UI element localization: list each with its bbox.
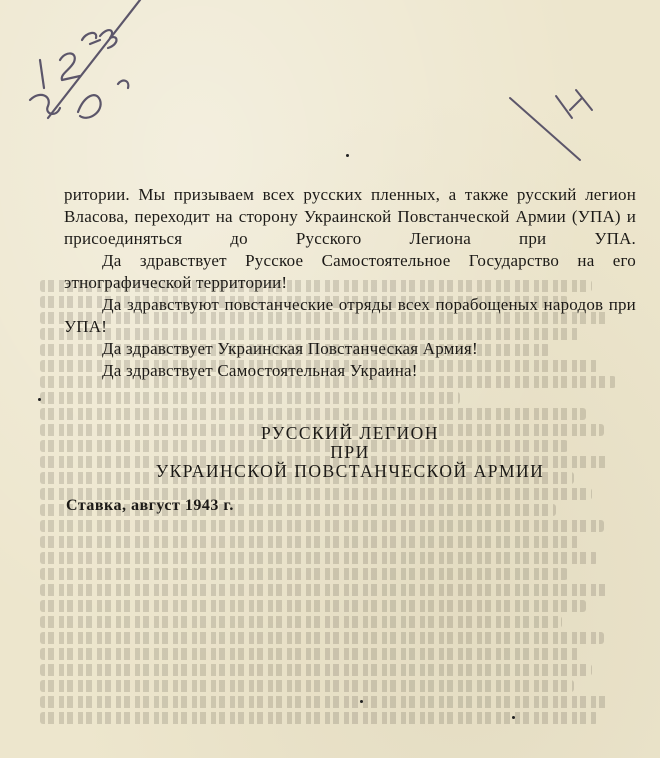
- handwritten-number-top-left: [30, 0, 140, 118]
- body-text: [64, 184, 636, 382]
- signature-line: РУССКИЙ ЛЕГИОН: [261, 423, 439, 443]
- ink-speck: [346, 154, 349, 157]
- paragraph: Да здравствует Украинская Повстанческая Армия!: [102, 339, 478, 358]
- paragraph: Да здравствуют повстанческие отряды всех порабощеных народов при УПА!: [64, 295, 636, 336]
- ink-speck: [512, 716, 515, 719]
- handwritten-mark-top-right: [510, 90, 592, 160]
- signature-block: [64, 424, 636, 481]
- signature-line: УКРАИНСКОЙ ПОВСТАНЧЕСКОЙ АРМИИ: [155, 461, 545, 481]
- paragraph: Да здравствует Самостоятельная Украина!: [102, 361, 418, 380]
- pencil-annotations: [0, 0, 660, 190]
- paragraph: ритории. Мы призываем всех русских пленных, а также русский легион Власова, переходит на сторону Украинской Повстанческой Армии (УПА) и присоединяться до Русского Легиона при УПА.: [64, 185, 636, 248]
- ink-speck: [360, 700, 363, 703]
- place-and-date: Ставка, август 1943 г.: [66, 497, 234, 514]
- ink-speck: [38, 398, 41, 401]
- paragraph: Да здравствует Русское Самостоятельное Государство на его этнографической территории!: [64, 251, 636, 292]
- signature-line: ПРИ: [330, 442, 370, 462]
